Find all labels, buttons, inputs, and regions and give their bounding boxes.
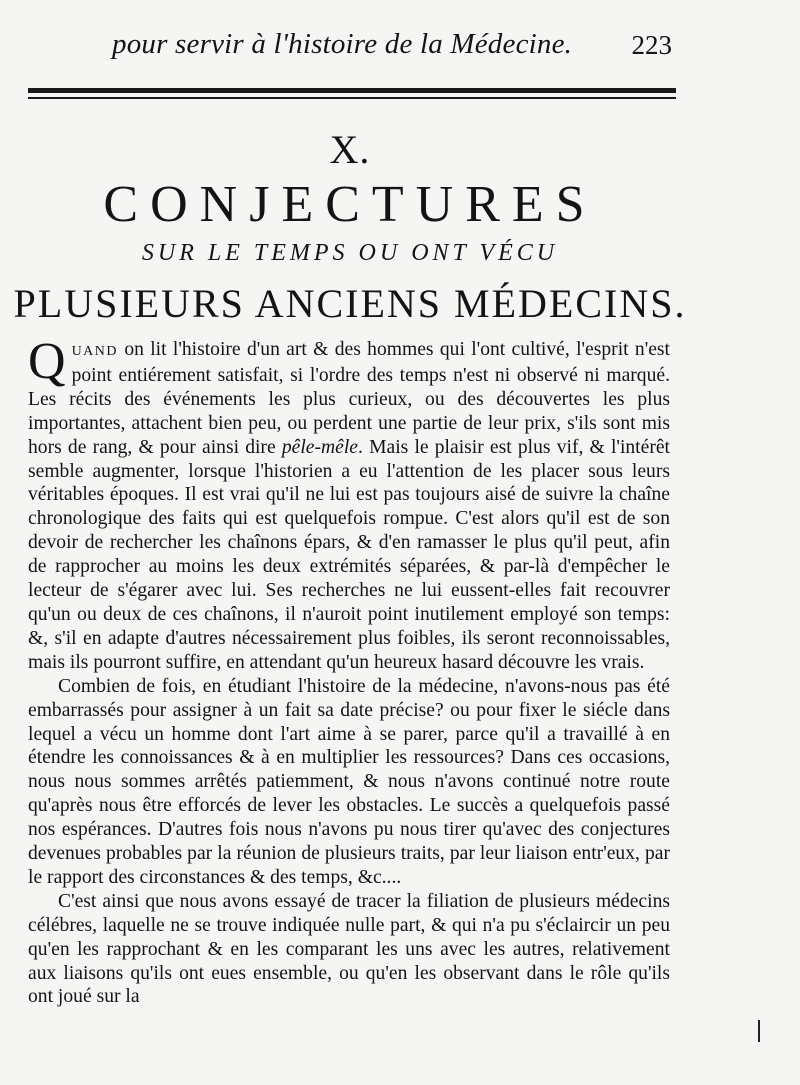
page-number: 223 [631, 30, 672, 60]
paragraph-3: C'est ainsi que nous avons essayé de tracer la filiation de plusieurs médecins célébres, laquelle ne se trouve indiquée nulle part, & qui n'a pu s'éclaircir un peu qu'en les rapprochant & en les comparant les uns avec les autres, relativement aux liaisons qu'ils ont eues ensemble, ou qu'en les observant dans le rôle qu'ils ont joué sur la [28, 890, 670, 1008]
running-head [112, 28, 672, 68]
paragraph-1-text-b: . Mais le plaisir est plus vif, & l'intérêt semble augmenter, lorsque l'historien a eu l'attention de les placer sous leurs véritables époques. Il est vrai qu'il ne lui est pas toujours aisé de suivre la chaîne chronologique des faits qui est quelquefois rompue. C'est alors qu'il est de son devoir de rechercher les chaînons épars, & d'en ramasser le plus qu'il peut, afin de rapprocher au moins les deux extrémités séparées, & par-là d'empêcher le lecteur de s'égarer avec lui. Ses recherches ne lui eussent-elles fait recouvrer qu'un ou deux de ces chaînons, il n'auroit point inutilement employé son temps: &, s'il en adapte d'autres nécessairement plus foibles, ils seront reconnoissables, mais ils pourront suffire, en attendant qu'un heureux hasard découvre les vrais. [28, 436, 670, 673]
paragraph-1-text-a: on lit l'histoire d'un art & des hommes qui l'ont cultivé, l'esprit n'est point entiérement satisfait, si l'ordre des temps n'est ni observé ni marqué. Les récits des événements les plus curieux, ou des découvertes les plus importantes, attachent bien peu, ou perdent une partie de leur prix, s'ils sont mis hors de rang, & pour ainsi dire [28, 339, 670, 458]
running-title: pour servir à l'histoire de la Médecine. [112, 28, 573, 60]
drop-cap: Q [28, 333, 66, 390]
body-text [28, 333, 670, 1009]
italic-phrase: pêle-mêle [281, 436, 358, 458]
section-number: X. [329, 127, 371, 172]
margin-mark [758, 1020, 760, 1042]
small-caps-opening: UAND [71, 344, 119, 359]
paragraph-1 [28, 333, 670, 675]
chapter-title-continued: PLUSIEURS ANCIENS MÉDECINS. [13, 281, 687, 326]
chapter-subtitle: SUR LE TEMPS OU ONT VÉCU [141, 240, 559, 266]
chapter-title: CONJECTURES [103, 176, 597, 233]
header-rule-thick [28, 88, 676, 93]
header-rule-thin [28, 97, 676, 99]
paragraph-2: Combien de fois, en étudiant l'histoire de la médecine, n'avons-nous pas été embarrassés pour assigner à un fait sa date précise? ou pour fixer le siécle dans lequel a vécu un homme dont l'art aime à se parer, parce qu'il a travaillé à en étendre les connoissances & à en multiplier les ressources? Dans ces occasions, nous nous sommes arrêtés patiemment, & nous n'avons continué notre route qu'après nous être efforcés de lever les obstacles. Le succès a quelquefois passé nos espérances. D'autres fois nous n'avons pu nous tirer qu'avec des conjectures devenues probables par la réunion de plusieurs traits, par leur liaison entr'eux, par le rapport des circonstances & des temps, &c.... [28, 675, 670, 888]
